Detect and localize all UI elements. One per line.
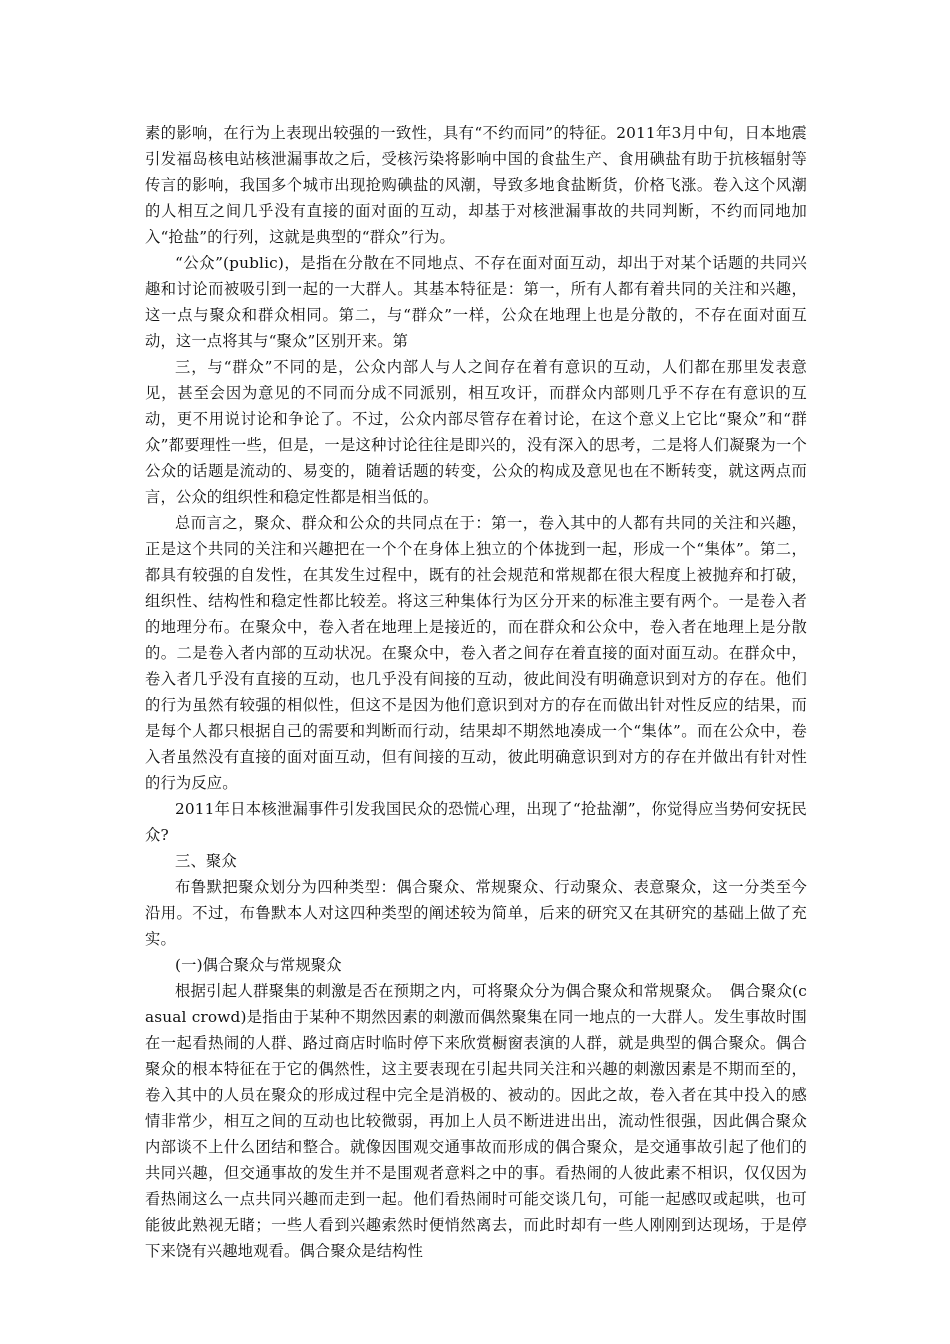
paragraph-public-interaction: 三，与“群众”不同的是，公众内部人与人之间存在着有意识的互动，人们都在那里发表意见，甚至会因为意见的不同而分成不同派别，相互攻讦，而群众内部则几乎不存在有意识的互动，更不用说讨论和争论了。不过，公众内部尽管存在着讨论，在这个意义上它比“聚众”和“群众”都要理性一些，但是，一是这种讨论往往是即兴的，没有深入的思考，二是将人们凝聚为一个公众的话题是流动的、易变的，随着话题的转变，公众的构成及意见也在不断转变，就这两点而言，公众的组织性和稳定性都是相当低的。 [145, 358, 807, 506]
paragraph-public-definition: “公众”(public)，是指在分散在不同地点、不存在面对面互动，却出于对某个话题的共同兴趣和讨论而被吸引到一起的一大群人。其基本特征是：第一，所有人都有着共同的关注和兴趣，这一点与聚众和群众相同。第二，与“群众”一样，公众在地理上也是分散的，不存在面对面互动，这一点将其与“聚众”区别开来。第 [145, 254, 807, 350]
paragraph-question: 2011年日本核泄漏事件引发我国民众的恐慌心理，出现了“抢盐潮”，你觉得应当势何安抚民众? [145, 800, 807, 844]
document-page [145, 120, 807, 1264]
subsection-heading-casual-conventional: (一)偶合聚众与常规聚众 [175, 956, 342, 974]
section-heading-crowd: 三、聚众 [175, 852, 237, 870]
paragraph-casual-crowd: 根据引起人群聚集的刺激是否在预期之内，可将聚众分为偶合聚众和常规聚众。 偶合聚众(casual crowd)是指由于某种不期然因素的刺激而偶然聚集在同一地点的一大群人。发生事故时围在一起看热闹的人群、路过商店时临时停下来欣赏橱窗表演的人群，就是典型的偶合聚众。偶合聚众的根本特征在于它的偶然性，这主要表现在引起共同关注和兴趣的刺激因素是不期而至的，卷入其中的人员在聚众的形成过程中完全是消极的、被动的。因此之故，卷入者在其中投入的感情非常少，相互之间的互动也比较微弱，再加上人员不断进进出出，流动性很强，因此偶合聚众内部谈不上什么团结和整合。就像因围观交通事故而形成的偶合聚众，是交通事故引起了他们的共同兴趣，但交通事故的发生并不是围观者意料之中的事。看热闹的人彼此素不相识，仅仅因为看热闹这么一点共同兴趣而走到一起。他们看热闹时可能交谈几句，可能一起感叹或起哄，也可能彼此熟视无睹；一些人看到兴趣索然时便悄然离去，而此时却有一些人刚刚到达现场，于是停下来饶有兴趣地观看。偶合聚众是结构性 [145, 982, 807, 1260]
paragraph-blumer-types: 布鲁默把聚众划分为四种类型：偶合聚众、常规聚众、行动聚众、表意聚众，这一分类至今沿用。不过，布鲁默本人对这四种类型的阐述较为简单，后来的研究又在其研究的基础上做了充实。 [145, 878, 807, 948]
paragraph-continuation: 素的影响，在行为上表现出较强的一致性，具有“不约而同”的特征。2011年3月中旬，日本地震引发福岛核电站核泄漏事故之后，受核污染将影响中国的食盐生产、食用碘盐有助于抗核辐射等传言的影响，我国多个城市出现抢购碘盐的风潮，导致多地食盐断货，价格飞涨。卷入这个风潮的人相互之间几乎没有直接的面对面的互动，却基于对核泄漏事故的共同判断，不约而同地加入“抢盐”的行列，这就是典型的“群众”行为。 [145, 124, 807, 246]
paragraph-summary: 总而言之，聚众、群众和公众的共同点在于：第一，卷入其中的人都有共同的关注和兴趣，正是这个共同的关注和兴趣把在一个个在身体上独立的个体拢到一起，形成一个“集体”。第二，都具有较强的自发性，在其发生过程中，既有的社会规范和常规都在很大程度上被抛弃和打破，组织性、结构性和稳定性都比较差。将这三种集体行为区分开来的标准主要有两个。一是卷入者的地理分布。在聚众中，卷入者在地理上是接近的，而在群众和公众中，卷入者在地理上是分散的。二是卷入者内部的互动状况。在聚众中，卷入者之间存在着直接的面对面互动。在群众中，卷入者几乎没有直接的互动，也几乎没有间接的互动，彼此间没有明确意识到对方的存在。他们的行为虽然有较强的相似性，但这不是因为他们意识到对方的存在而做出针对性反应的结果，而是每个人都只根据自己的需要和判断而行动，结果却不期然地凑成一个“集体”。而在公众中，卷入者虽然没有直接的面对面互动，但有间接的互动，彼此明确意识到对方的存在并做出有针对性的行为反应。 [145, 514, 807, 792]
